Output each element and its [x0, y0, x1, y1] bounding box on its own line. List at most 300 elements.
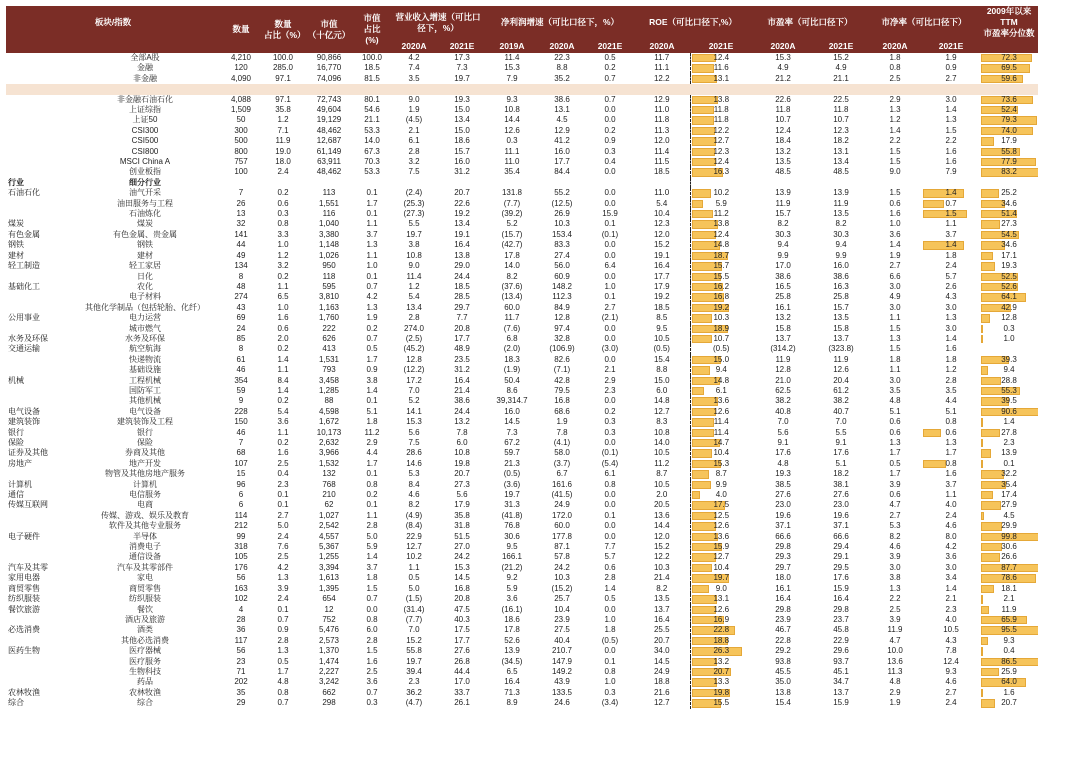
value-cell — [438, 521, 486, 531]
value-cell — [262, 521, 304, 531]
pe-percentile-cell — [980, 272, 1038, 282]
value-text: 1.4 — [945, 105, 957, 115]
value-cell — [922, 532, 980, 542]
value-text: 0.8 — [945, 417, 957, 427]
value-text: 9 — [238, 396, 244, 406]
value-text: 20.4 — [833, 375, 849, 385]
value-cell — [486, 511, 538, 521]
value-cell — [486, 625, 538, 635]
value-text: 222 — [322, 323, 336, 333]
subindustry-cell: 基础设施 — [129, 365, 161, 375]
value-cell — [354, 240, 390, 250]
value-text: 0.1 — [366, 271, 378, 281]
value-text: 9.4 — [835, 240, 847, 250]
value-cell — [354, 615, 390, 625]
value-cell — [752, 219, 814, 229]
value-cell — [354, 219, 390, 229]
value-text: 10.0 — [887, 646, 903, 656]
value-text: 22.3 — [554, 53, 570, 62]
value-cell — [868, 594, 922, 604]
value-text: 13.7 — [833, 687, 849, 697]
value-cell — [634, 313, 690, 323]
value-text: 0.1 — [604, 510, 616, 520]
value-text: 17.7 — [653, 271, 670, 281]
value-text: 9.3 — [506, 94, 518, 104]
value-cell — [262, 677, 304, 687]
value-cell — [814, 667, 868, 677]
value-text: 52.5 — [1001, 271, 1017, 281]
value-cell — [538, 667, 586, 677]
value-cell — [390, 303, 438, 313]
value-text: 12.6 — [713, 521, 730, 531]
roe-bar — [692, 606, 716, 614]
value-text: 23.9 — [775, 614, 791, 624]
value-text: 1.9 — [945, 53, 957, 62]
value-text: 7.5 — [408, 438, 420, 448]
value-cell — [486, 605, 538, 615]
value-text: 13.8 — [454, 250, 470, 260]
value-text: 14.4 — [504, 115, 520, 125]
value-text: 166.1 — [501, 552, 523, 562]
value-cell — [262, 126, 304, 136]
value-text: 28.5 — [454, 292, 470, 302]
valuation-table — [6, 6, 1080, 709]
value-cell — [304, 542, 354, 552]
value-cell — [634, 74, 690, 84]
value-text: 1.3 — [889, 333, 901, 343]
value-cell — [868, 230, 922, 240]
pe-percentile-cell — [980, 667, 1038, 677]
value-cell — [634, 115, 690, 125]
value-cell — [390, 209, 438, 219]
value-text: 11.4 — [713, 427, 729, 437]
value-text: 52.4 — [1001, 105, 1017, 115]
percentile-bar — [981, 699, 995, 707]
value-text: 0.9 — [604, 136, 616, 146]
percentile-bar — [981, 449, 991, 457]
subindustry-cell: 国防军工 — [129, 385, 161, 395]
value-text: 9.1 — [835, 438, 847, 448]
value-cell — [586, 573, 634, 583]
value-cell — [752, 428, 814, 438]
value-cell — [922, 386, 980, 396]
value-text: 228 — [234, 406, 248, 416]
value-cell — [304, 469, 354, 479]
value-cell — [868, 480, 922, 490]
value-text: 107 — [234, 458, 248, 468]
table-row — [6, 667, 1080, 677]
header-cap-share: 市值 占比 (%) — [354, 6, 390, 53]
value-text: 74,096 — [316, 73, 342, 83]
value-text: 18.1 — [1001, 583, 1017, 593]
value-text: 0.2 — [277, 344, 289, 354]
value-text: 6.8 — [506, 333, 518, 343]
value-text: 6.1 — [408, 136, 420, 146]
value-text: 14.0 — [653, 438, 670, 448]
value-text: 0.4 — [277, 469, 289, 479]
value-cell — [922, 324, 980, 334]
value-cell — [538, 272, 586, 282]
value-cell — [304, 292, 354, 302]
value-text: 13.4 — [406, 302, 422, 312]
value-text: 10.3 — [653, 562, 670, 572]
value-text: 19.1 — [653, 250, 670, 260]
value-text: 172.0 — [551, 510, 573, 520]
roe-2021e-cell — [690, 448, 752, 458]
percentile-bar — [981, 585, 994, 593]
value-text: 10.5 — [653, 479, 670, 489]
roe-2021e-cell — [690, 167, 752, 177]
pe-percentile-cell — [980, 438, 1038, 448]
value-text: 55.8 — [406, 646, 422, 656]
industry-cell: 医药生物 — [8, 646, 40, 656]
value-cell — [304, 313, 354, 323]
value-text: 11.3 — [887, 666, 903, 676]
value-text: 9.9 — [715, 479, 727, 489]
value-cell — [262, 344, 304, 354]
roe-2021e-cell — [690, 344, 752, 354]
value-cell — [634, 292, 690, 302]
value-text: 1.5 — [366, 646, 378, 656]
value-cell — [304, 532, 354, 542]
value-cell — [922, 688, 980, 698]
value-cell — [868, 324, 922, 334]
value-text: 100.0 — [361, 53, 383, 62]
value-text: 2.6 — [945, 281, 957, 291]
value-text: 0.0 — [604, 250, 616, 260]
value-cell — [354, 396, 390, 406]
industry-cell — [6, 657, 70, 667]
value-text: 5.9 — [715, 198, 727, 208]
value-text: 51.4 — [1001, 209, 1017, 219]
value-cell — [438, 542, 486, 552]
value-cell — [220, 167, 262, 177]
value-cell — [262, 625, 304, 635]
value-text: 22.8 — [713, 625, 730, 635]
value-text: 48.9 — [454, 344, 470, 354]
value-text: 1.1 — [945, 219, 957, 229]
value-text: 4.5 — [556, 115, 568, 125]
value-cell — [220, 282, 262, 292]
value-cell — [486, 417, 538, 427]
value-text: 11.6 — [713, 63, 729, 73]
value-text: 8 — [238, 271, 244, 281]
value-cell — [390, 386, 438, 396]
value-text: 1.3 — [945, 313, 957, 323]
value-cell — [634, 605, 690, 615]
value-cell — [922, 500, 980, 510]
value-text: 0.0 — [604, 198, 616, 208]
value-cell — [752, 677, 814, 687]
value-cell — [486, 552, 538, 562]
value-cell — [752, 490, 814, 500]
pe-percentile-cell — [980, 594, 1038, 604]
value-text: 4.4 — [945, 396, 957, 406]
value-text: 3.9 — [889, 552, 901, 562]
value-cell — [868, 469, 922, 479]
value-cell — [586, 605, 634, 615]
value-cell — [922, 407, 980, 417]
value-cell — [390, 396, 438, 406]
pe-percentile-cell — [980, 500, 1038, 510]
value-cell — [220, 698, 262, 708]
value-text: 35 — [236, 687, 246, 697]
value-text: (3.6) — [503, 479, 521, 489]
pe-percentile-cell — [980, 240, 1038, 250]
value-cell — [586, 74, 634, 84]
value-cell — [586, 428, 634, 438]
value-text: 25.7 — [554, 594, 570, 604]
value-cell — [586, 625, 634, 635]
subindustry-cell: 建筑装饰及工程 — [117, 417, 173, 427]
value-text: (1.5) — [405, 594, 423, 604]
value-text: 29.6 — [833, 646, 849, 656]
value-text: 12.0 — [653, 229, 670, 239]
value-cell — [304, 63, 354, 73]
value-text: 8.9 — [506, 698, 518, 708]
value-cell — [354, 428, 390, 438]
table-row — [6, 636, 1080, 646]
value-text: 11.2 — [364, 427, 380, 437]
value-text: 15.8 — [833, 323, 849, 333]
value-text: 9.0 — [889, 167, 901, 177]
value-cell — [262, 74, 304, 84]
value-text: 10.5 — [943, 625, 959, 635]
value-cell — [486, 677, 538, 687]
value-cell — [262, 646, 304, 656]
industry-cell: 保险 — [8, 438, 24, 448]
value-cell — [262, 573, 304, 583]
value-text: (37.6) — [501, 281, 523, 291]
value-text: 17.3 — [454, 53, 470, 62]
value-text: 1.9 — [408, 105, 420, 115]
value-text: 13.7 — [653, 604, 670, 614]
value-cell — [304, 584, 354, 594]
value-text: 25.5 — [653, 625, 670, 635]
value-text: 16.0 — [454, 157, 470, 167]
value-text: 2.8 — [366, 635, 378, 645]
value-text: 0.8 — [889, 63, 901, 73]
roe-2021e-cell — [690, 261, 752, 271]
table-row — [6, 355, 1080, 365]
value-text: 1.8 — [945, 250, 957, 260]
value-cell — [634, 199, 690, 209]
value-cell — [438, 677, 486, 687]
value-cell — [390, 105, 438, 115]
value-cell — [586, 157, 634, 167]
value-text: 9.2 — [506, 573, 518, 583]
value-cell — [304, 167, 354, 177]
value-text: 0.1 — [604, 292, 616, 302]
pe-percentile-cell — [980, 376, 1038, 386]
value-text: 20.7 — [713, 666, 730, 676]
value-text: 1,531 — [318, 354, 340, 364]
industry-cell — [6, 636, 70, 646]
value-text: 17.8 — [504, 250, 520, 260]
value-text: 11.4 — [406, 271, 422, 281]
value-cell — [304, 261, 354, 271]
value-cell — [304, 115, 354, 125]
subindustry-cell: 非金融 — [133, 73, 157, 83]
value-text: 19.7 — [504, 490, 520, 500]
header-pe-2021e: 2021E — [814, 39, 868, 53]
value-text: 12.2 — [713, 125, 730, 135]
value-cell — [868, 282, 922, 292]
value-cell — [262, 105, 304, 115]
value-text: 0.2 — [277, 188, 289, 198]
value-cell — [486, 105, 538, 115]
value-text: 19.3 — [454, 94, 470, 104]
value-cell — [752, 407, 814, 417]
value-text: 13.2 — [454, 417, 470, 427]
value-cell — [634, 532, 690, 542]
value-text: 4,557 — [318, 531, 340, 541]
value-text: 2.0 — [277, 333, 289, 343]
value-cell — [814, 344, 868, 354]
subindustry-cell: 酒店及旅游 — [125, 614, 165, 624]
value-text: 274.0 — [403, 323, 425, 333]
value-text: 2.3 — [604, 385, 616, 395]
value-text: 4,598 — [318, 406, 340, 416]
value-cell — [354, 386, 390, 396]
value-text: 2.7 — [945, 687, 957, 697]
pe-percentile-cell — [980, 344, 1038, 354]
table-row — [6, 594, 1080, 604]
roe-2021e-cell — [690, 199, 752, 209]
industry-cell — [6, 365, 70, 375]
value-text: 56 — [236, 573, 246, 583]
value-cell — [262, 147, 304, 157]
value-text: 15.9 — [713, 542, 730, 552]
value-text: 19.3 — [775, 469, 791, 479]
roe-bar — [692, 418, 714, 426]
value-text: 39.3 — [1001, 354, 1017, 364]
value-text: 9.4 — [777, 240, 789, 250]
value-cell — [752, 95, 814, 105]
value-cell — [814, 428, 868, 438]
value-text: 11.9 — [775, 198, 791, 208]
value-text: 752 — [322, 614, 336, 624]
value-text: 6.0 — [366, 625, 378, 635]
value-cell — [438, 386, 486, 396]
value-text: (2.5) — [405, 333, 423, 343]
value-cell — [390, 469, 438, 479]
value-cell — [752, 324, 814, 334]
value-text: 1.3 — [945, 438, 957, 448]
roe-2021e-cell — [690, 459, 752, 469]
value-cell — [262, 188, 304, 198]
value-cell — [438, 417, 486, 427]
subindustry-cell: 电商 — [137, 500, 153, 510]
roe-2021e-cell — [690, 438, 752, 448]
value-text: 1,370 — [318, 646, 340, 656]
value-text: 53.3 — [364, 167, 380, 177]
value-text: 0.0 — [604, 490, 616, 500]
value-text: 12.6 — [504, 125, 520, 135]
value-cell — [220, 677, 262, 687]
value-text: 22.5 — [833, 94, 849, 104]
value-text: 11.7 — [504, 313, 520, 323]
value-text: 15.3 — [454, 562, 470, 572]
table-row — [6, 542, 1080, 552]
value-text: 3.0 — [889, 562, 901, 572]
value-cell — [752, 646, 814, 656]
value-cell — [262, 251, 304, 261]
value-text: 38.6 — [454, 396, 470, 406]
value-text: 662 — [322, 687, 336, 697]
industry-cell — [6, 74, 70, 84]
value-cell — [262, 167, 304, 177]
value-cell — [304, 74, 354, 84]
value-cell — [922, 136, 980, 146]
roe-2021e-cell — [690, 688, 752, 698]
value-text: 8.4 — [277, 375, 289, 385]
value-cell — [752, 344, 814, 354]
value-text: 0.1 — [277, 490, 289, 500]
value-cell — [486, 167, 538, 177]
value-text: 7 — [238, 188, 244, 198]
value-text: (8.4) — [405, 521, 423, 531]
value-cell — [438, 344, 486, 354]
percentile-bar — [981, 606, 989, 614]
value-cell — [486, 563, 538, 573]
value-text: 18.5 — [454, 281, 470, 291]
value-text: 5.6 — [456, 490, 468, 500]
value-cell — [538, 376, 586, 386]
value-text: 17.6 — [833, 448, 849, 458]
value-cell — [486, 219, 538, 229]
value-text: 13.6 — [887, 656, 903, 666]
value-cell — [868, 74, 922, 84]
value-text: 19.7 — [454, 73, 470, 83]
value-cell — [868, 355, 922, 365]
value-text: 35.8 — [275, 105, 291, 115]
roe-2021e-cell — [690, 219, 752, 229]
percentile-bar — [981, 543, 1002, 551]
table-row — [6, 219, 1080, 229]
value-text: 31.8 — [454, 521, 470, 531]
value-text: 10.2 — [713, 188, 730, 198]
value-cell — [390, 532, 438, 542]
value-text: 72.3 — [1001, 53, 1017, 62]
value-text: 27.0 — [454, 542, 470, 552]
value-cell — [438, 74, 486, 84]
percentile-bar — [981, 314, 990, 322]
value-text: 1.4 — [889, 125, 901, 135]
value-text: 1.1 — [408, 562, 420, 572]
value-cell — [586, 126, 634, 136]
roe-2021e-cell — [690, 105, 752, 115]
value-cell — [354, 95, 390, 105]
value-text: 1.9 — [889, 698, 901, 708]
value-cell — [304, 282, 354, 292]
pe-percentile-cell — [980, 282, 1038, 292]
value-text: 54.6 — [364, 105, 380, 115]
value-cell — [262, 594, 304, 604]
value-cell — [220, 688, 262, 698]
value-text: 11.4 — [504, 53, 520, 62]
value-cell — [220, 480, 262, 490]
value-cell — [220, 240, 262, 250]
header-pe: 市盈率（可比口径下） — [752, 6, 868, 39]
value-cell — [814, 115, 868, 125]
value-cell — [538, 459, 586, 469]
value-cell — [390, 448, 438, 458]
value-text: 114 — [234, 510, 248, 520]
value-cell — [752, 615, 814, 625]
value-text: 18.7 — [713, 250, 730, 260]
value-cell — [868, 573, 922, 583]
